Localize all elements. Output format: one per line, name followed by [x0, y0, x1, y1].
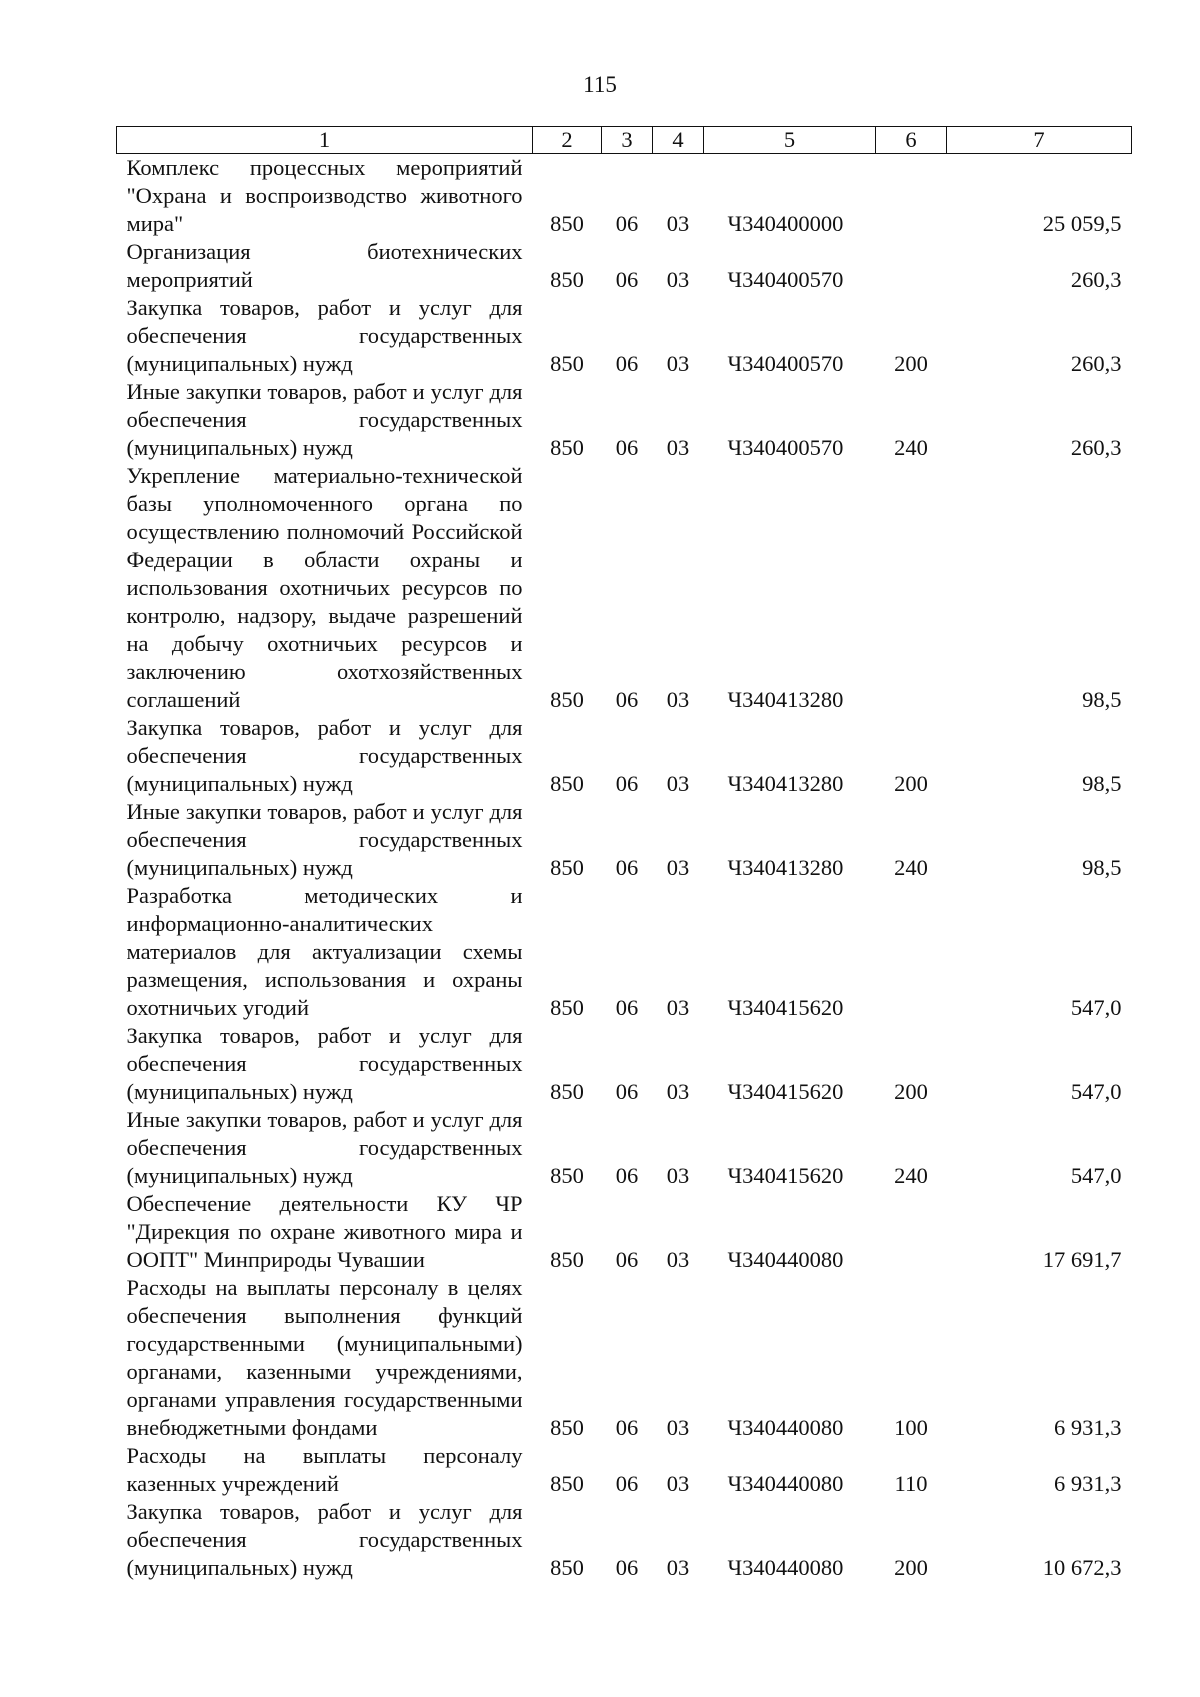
admin-code: 850 [550, 1163, 584, 1188]
section-code: 06 [615, 1471, 639, 1496]
expense-type-code: 200 [894, 1555, 928, 1580]
section-code: 06 [615, 771, 639, 796]
subsection-code: 03 [666, 1555, 690, 1580]
table-row [117, 1442, 1132, 1498]
table-row [117, 798, 1132, 882]
admin-code: 850 [550, 1555, 584, 1580]
item-name: Обеспечение деятельности КУ ЧР "Дирекция по охране животного мира и ООПТ" Минприроды Чувашии [126, 1191, 523, 1272]
subsection-code: 03 [666, 267, 690, 292]
admin-code: 850 [550, 995, 584, 1020]
item-name: Закупка товаров, работ и услуг для обеспечения государственных (муниципальных) нужд [126, 295, 523, 376]
target-code: Ч340415620 [727, 995, 844, 1020]
table-row [117, 378, 1132, 462]
column-header-5: 5 [704, 127, 876, 154]
subsection-code: 03 [666, 771, 690, 796]
amount: 547,0 [1070, 995, 1122, 1020]
amount: 260,3 [1070, 267, 1122, 292]
target-code: Ч340440080 [727, 1247, 844, 1272]
section-code: 06 [615, 855, 639, 880]
section-code: 06 [615, 1163, 639, 1188]
admin-code: 850 [550, 1471, 584, 1496]
budget-table [116, 126, 1132, 1582]
expense-type-code: 200 [894, 351, 928, 376]
column-header-2: 2 [533, 127, 602, 154]
amount: 98,5 [1082, 771, 1122, 796]
admin-code: 850 [550, 267, 584, 292]
section-code: 06 [615, 267, 639, 292]
expense-type-code [876, 154, 947, 239]
subsection-code: 03 [666, 211, 690, 236]
item-name: Закупка товаров, работ и услуг для обеспечения государственных (муниципальных) нужд [126, 1499, 523, 1580]
amount: 260,3 [1070, 435, 1122, 460]
column-header-7: 7 [947, 127, 1132, 154]
admin-code: 850 [550, 211, 584, 236]
admin-code: 850 [550, 687, 584, 712]
subsection-code: 03 [666, 687, 690, 712]
table-row [117, 462, 1132, 714]
expense-type-code: 240 [894, 1163, 928, 1188]
expense-type-code: 110 [894, 1471, 928, 1496]
target-code: Ч340413280 [727, 855, 844, 880]
header-row [117, 127, 1132, 154]
item-name: Комплекс процессных мероприятий "Охрана и воспроизводство животного мира" [126, 155, 523, 236]
admin-code: 850 [550, 1247, 584, 1272]
amount: 260,3 [1070, 351, 1122, 376]
target-code: Ч340400570 [727, 435, 844, 460]
amount: 98,5 [1082, 687, 1122, 712]
section-code: 06 [615, 1415, 639, 1440]
subsection-code: 03 [666, 995, 690, 1020]
section-code: 06 [615, 1079, 639, 1104]
subsection-code: 03 [666, 435, 690, 460]
column-header-1: 1 [117, 127, 533, 154]
table-row [117, 154, 1132, 239]
item-name: Иные закупки товаров, работ и услуг для обеспечения государственных (муниципальных) нужд [126, 379, 523, 460]
admin-code: 850 [550, 435, 584, 460]
admin-code: 850 [550, 771, 584, 796]
expense-type-code: 240 [894, 855, 928, 880]
item-name: Закупка товаров, работ и услуг для обеспечения государственных (муниципальных) нужд [126, 1023, 523, 1104]
column-header-6: 6 [876, 127, 947, 154]
amount: 6 931,3 [1054, 1415, 1122, 1440]
target-code: Ч340440080 [727, 1555, 844, 1580]
amount: 98,5 [1082, 855, 1122, 880]
target-code: Ч340413280 [727, 771, 844, 796]
section-code: 06 [615, 1247, 639, 1272]
table-body [117, 154, 1132, 1583]
section-code: 06 [615, 1555, 639, 1580]
expense-type-code [876, 1190, 947, 1274]
item-name: Иные закупки товаров, работ и услуг для обеспечения государственных (муниципальных) нужд [126, 1107, 523, 1188]
expense-type-code: 200 [894, 1079, 928, 1104]
target-code: Ч340440080 [727, 1415, 844, 1440]
expense-type-code [876, 882, 947, 1022]
table-row [117, 1190, 1132, 1274]
target-code: Ч340413280 [727, 687, 844, 712]
item-name: Укрепление материально-технической базы уполномоченного органа по осуществлению полномочий Российской Федерации в области охраны и использования охотничьих ресурсов по контролю, надзору, выдаче разрешений на добычу охотничьих ресурсов и заключению охотхозяйственных соглашений [126, 463, 523, 712]
table-row [117, 294, 1132, 378]
amount: 25 059,5 [1042, 211, 1122, 236]
admin-code: 850 [550, 1415, 584, 1440]
table-row [117, 1106, 1132, 1190]
amount: 17 691,7 [1042, 1247, 1122, 1272]
admin-code: 850 [550, 855, 584, 880]
item-name: Расходы на выплаты персоналу в целях обеспечения выполнения функций государственными (муниципальными) органами, казенными учреждениями, органами управления государственными внебюджетными фондами [126, 1275, 523, 1440]
subsection-code: 03 [666, 1415, 690, 1440]
admin-code: 850 [550, 351, 584, 376]
table-row [117, 1274, 1132, 1442]
expense-type-code: 200 [894, 771, 928, 796]
target-code: Ч340400570 [727, 267, 844, 292]
subsection-code: 03 [666, 1247, 690, 1272]
item-name: Организация биотехнических мероприятий [126, 239, 523, 292]
page-number: 115 [583, 72, 617, 97]
table-row [117, 882, 1132, 1022]
subsection-code: 03 [666, 1163, 690, 1188]
column-header-3: 3 [602, 127, 653, 154]
column-header-4: 4 [653, 127, 704, 154]
subsection-code: 03 [666, 855, 690, 880]
table-row [117, 714, 1132, 798]
expense-type-code [876, 462, 947, 714]
item-name: Иные закупки товаров, работ и услуг для обеспечения государственных (муниципальных) нужд [126, 799, 523, 880]
target-code: Ч340400000 [727, 211, 844, 236]
item-name: Разработка методических и информационно-аналитических материалов для актуализации схемы размещения, использования и охраны охотничьих угодий [126, 883, 523, 1020]
target-code: Ч340440080 [727, 1471, 844, 1496]
section-code: 06 [615, 351, 639, 376]
item-name: Закупка товаров, работ и услуг для обеспечения государственных (муниципальных) нужд [126, 715, 523, 796]
subsection-code: 03 [666, 351, 690, 376]
target-code: Ч340400570 [727, 351, 844, 376]
section-code: 06 [615, 687, 639, 712]
section-code: 06 [615, 211, 639, 236]
subsection-code: 03 [666, 1079, 690, 1104]
amount: 547,0 [1070, 1079, 1122, 1104]
expense-type-code [876, 238, 947, 294]
expense-type-code: 100 [894, 1415, 928, 1440]
item-name: Расходы на выплаты персоналу казенных учреждений [126, 1443, 523, 1496]
admin-code: 850 [550, 1079, 584, 1104]
section-code: 06 [615, 995, 639, 1020]
amount: 547,0 [1070, 1163, 1122, 1188]
table-row [117, 238, 1132, 294]
target-code: Ч340415620 [727, 1163, 844, 1188]
subsection-code: 03 [666, 1471, 690, 1496]
table-row [117, 1498, 1132, 1582]
table-row [117, 1022, 1132, 1106]
target-code: Ч340415620 [727, 1079, 844, 1104]
expense-type-code: 240 [894, 435, 928, 460]
amount: 10 672,3 [1042, 1555, 1122, 1580]
section-code: 06 [615, 435, 639, 460]
amount: 6 931,3 [1054, 1471, 1122, 1496]
